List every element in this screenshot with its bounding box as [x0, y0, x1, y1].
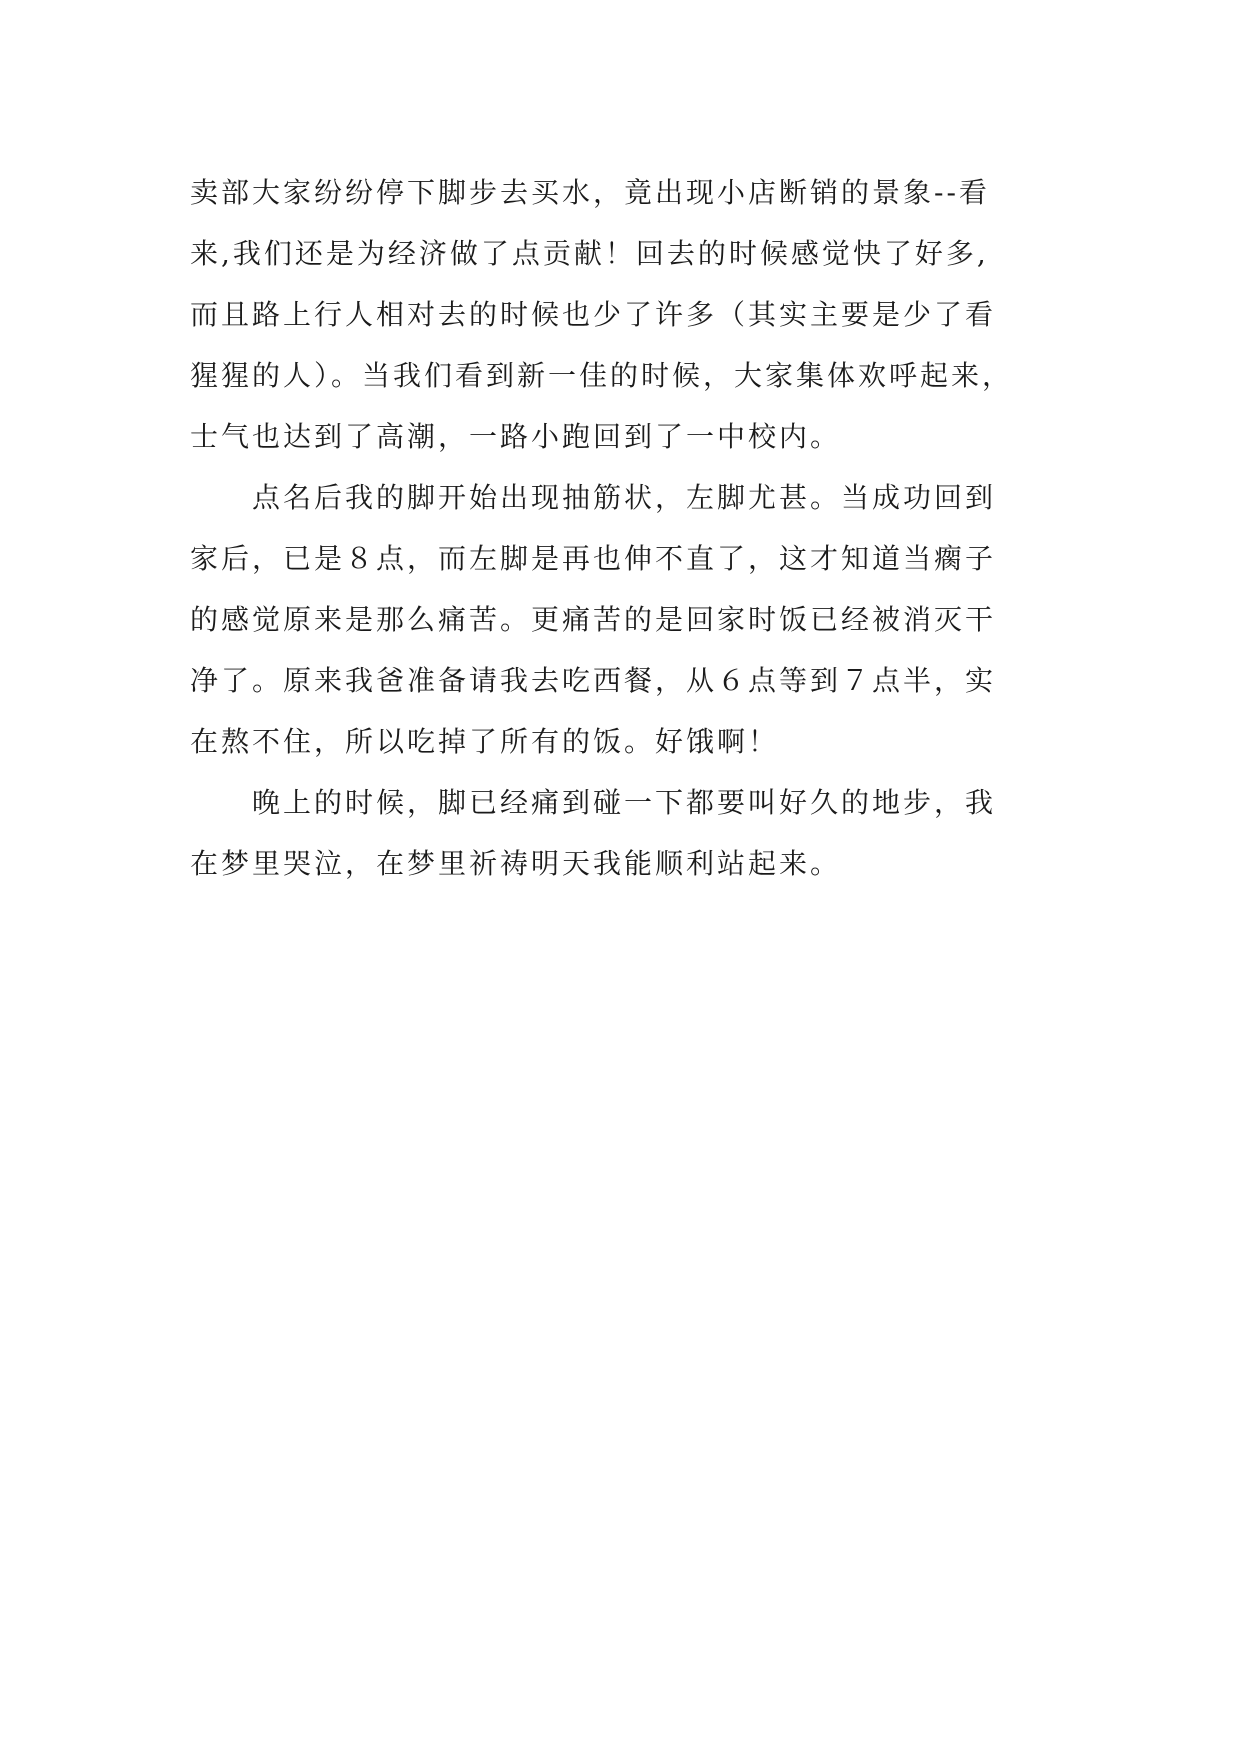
text-line: 在梦里哭泣，在梦里祈祷明天我能顺利站起来。 — [190, 847, 842, 880]
body-text — [190, 162, 1080, 894]
text-line: 晚上的时候，脚已经痛到碰一下都要叫好久的地步，我 — [190, 786, 997, 819]
text-line: 点名后我的脚开始出现抽筋状，左脚尤甚。当成功回到 — [190, 481, 997, 514]
text-line: 士气也达到了高潮，一路小跑回到了一中校内。 — [190, 420, 842, 453]
text-line: 的感觉原来是那么痛苦。更痛苦的是回家时饭已经被消灭干 — [190, 603, 997, 636]
text-line: 猩猩的人）。当我们看到新一佳的时候，大家集体欢呼起来， — [190, 359, 1014, 392]
text-line: 在熬不住，所以吃掉了所有的饭。好饿啊！ — [190, 725, 780, 758]
text-line: 来,我们还是为经济做了点贡献！回去的时候感觉快了好多, — [190, 237, 989, 270]
text-line: 而且路上行人相对去的时候也少了许多（其实主要是少了看 — [190, 298, 997, 331]
text-line: 净了。原来我爸准备请我去吃西餐，从６点等到７点半，实 — [190, 664, 997, 697]
text-line: 卖部大家纷纷停下脚步去买水，竟出现小店断销的景象--看 — [190, 176, 990, 209]
text-line: 家后，已是８点，而左脚是再也伸不直了，这才知道当瘸子 — [190, 542, 997, 575]
